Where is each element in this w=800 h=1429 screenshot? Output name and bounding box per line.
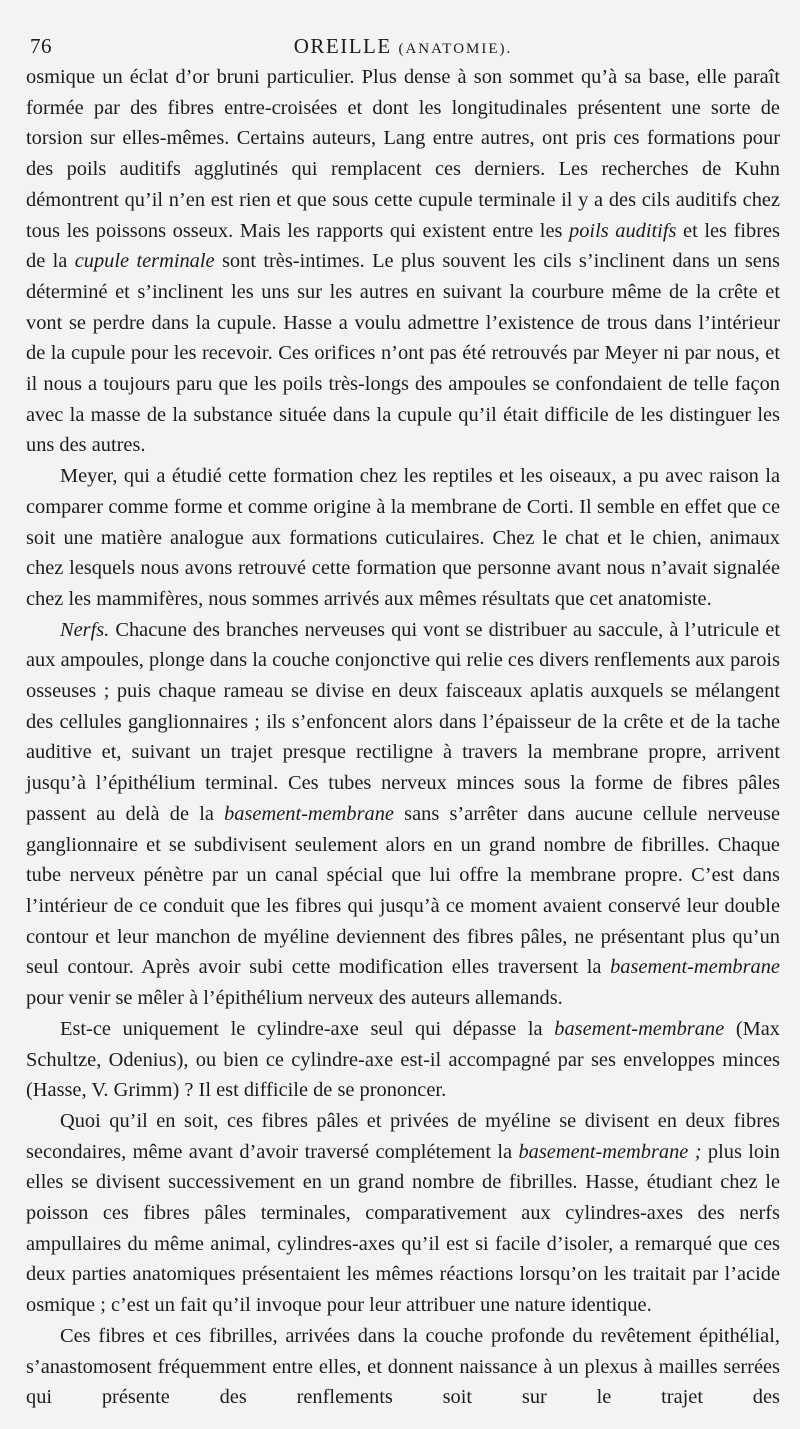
running-header (26, 30, 780, 62)
italic-term-basement-membrane: basement-membrane ; (518, 1140, 702, 1163)
paragraph-1-text-a: osmique un éclat d’or bruni particulier. Plus dense à son sommet qu’à sa base, elle paraît formée par des fibres entre-croisées et dont les longitudinales présentent une sorte de torsion sur elles-mêmes. Certains auteurs, Lang entre autres, ont pris ces formations pour des poils auditifs agglutinés qui remplacent ces derniers. Les recherches de Kuhn démontrent qu’il n’en est rien et que sous cette cupule terminale il y a des cils auditifs chez tous les poissons osseux. Mais les rapports qui existent entre les (26, 66, 780, 242)
page-number: 76 (30, 34, 52, 58)
running-title (26, 34, 780, 59)
paragraph-2: Meyer, qui a étudié cette formation chez les reptiles et les oiseaux, a pu avec raison la comparer comme forme et comme origine à la membrane de Corti. Il semble en effet que ce soit une matière analogue aux formations cuticulaires. Chez le chat et le chien, animaux chez lesquels nous avons retrouvé cette formation que personne avant nous n’avait signalée chez les mammifères, nous sommes arrivés aux mêmes résultats que cet anatomiste. (26, 465, 780, 610)
running-title-subject: (ANATOMIE). (398, 41, 513, 57)
paragraph-3-text-a: Chacune des branches nerveuses qui vont se distribuer au saccule, à l’utricule et aux ampoules, plonge dans la couche conjonctive qui relie ces divers renflements aux parois osseuses ; puis chaque rameau se divise en deux faisceaux aplatis auxquels se mélangent des cellules ganglionnaires ; ils s’enfoncent alors dans l’épaisseur de la crête et de la tache auditive et, suivant un trajet presque rectiligne à travers la membrane propre, arrivent jusqu’à l’épithélium terminal. Ces tubes nerveux minces sous la forme de fibres pâles passent au delà de la (26, 618, 780, 825)
italic-term-basement-membrane: basement-membrane (610, 956, 780, 979)
paragraph-3-text-c: pour venir se mêler à l’épithélium nerveux des auteurs allemands. (26, 987, 563, 1010)
paragraph-3 (26, 615, 780, 1014)
paragraph-1-text-c: sont très-intimes. Le plus souvent les cils s’inclinent dans un sens déterminé et s’inclinent les uns sur les autres en suivant la courbure même de la crête et vont se perdre dans la cupule. Hasse a voulu admettre l’existence de trous dans l’intérieur de la cupule pour les recevoir. Ces orifices n’ont pas été retrouvés par Meyer ni par nous, et il nous a toujours paru que les poils très-longs des ampoules se confondaient de telle façon avec la masse de la substance située dans la cupule qu’il était difficile de les distinguer les uns des autres. (26, 250, 780, 457)
running-title-main: OREILLE (293, 34, 392, 58)
section-heading-nerfs: Nerfs. (60, 618, 110, 641)
paragraph-4-text-a: Est-ce uniquement le cylindre-axe seul qui dépasse la (60, 1017, 555, 1040)
paragraph-1 (26, 62, 780, 461)
paragraph-1-text-b: et les fibres de la (26, 219, 780, 273)
paragraph-5 (26, 1106, 780, 1321)
italic-term-basement-membrane: basement-membrane (224, 802, 394, 825)
paragraph-4 (26, 1014, 780, 1106)
paragraph-4-text-b: (Max Schultze, Odenius), ou bien ce cylindre-axe est-il accompagné par ses enveloppes minces (Hasse, V. Grimm) ? Il est difficile de se prononcer. (26, 1017, 780, 1102)
body-text (26, 62, 780, 1413)
paragraph-3-text-b: sans s’arrêter dans aucune cellule nerveuse ganglionnaire et se subdivisent seulement alors en un grand nombre de fibrilles. Chaque tube nerveux pénètre par un canal spécial que lui offre la membrane propre. C’est dans l’intérieur de ce conduit que les fibres qui jusqu’à ce moment avaient conservé leur double contour et leur manchon de myéline deviennent des fibres pâles, ne présentant plus qu’un seul contour. Après avoir subi cette modification elles traversent la (26, 802, 780, 979)
paragraph-5-text-a: Quoi qu’il en soit, ces fibres pâles et privées de myéline se divisent en deux fibres secondaires, même avant d’avoir traversé complétement la (26, 1109, 780, 1163)
italic-term-poils-auditifs: poils auditifs (569, 219, 677, 242)
italic-term-basement-membrane: basement-membrane (554, 1017, 725, 1040)
paragraph-5-text-b: plus loin elles se divisent successivement en un grand nombre de fibrilles. Hasse, étudiant chez le poisson ces fibres pâles terminales, comparativement aux cylindres-axes des nerfs ampullaires du même animal, cylindres-axes qu’il est si facile d’isoler, a remarqué que ces deux parties anatomiques présentaient les mêmes réactions lorsqu’on les traitait par l’acide osmique ; c’est un fait qu’il invoque pour leur attribuer une nature identique. (26, 1140, 780, 1317)
italic-term-cupule-terminale: cupule terminale (74, 250, 215, 273)
paragraph-6: Ces fibres et ces fibrilles, arrivées dans la couche profonde du revêtement épithélial, s’anastomosent fréquemment entre elles, et donnent naissance à un plexus à mailles serrées qui présente des renflements soit sur le trajet des (26, 1324, 780, 1409)
